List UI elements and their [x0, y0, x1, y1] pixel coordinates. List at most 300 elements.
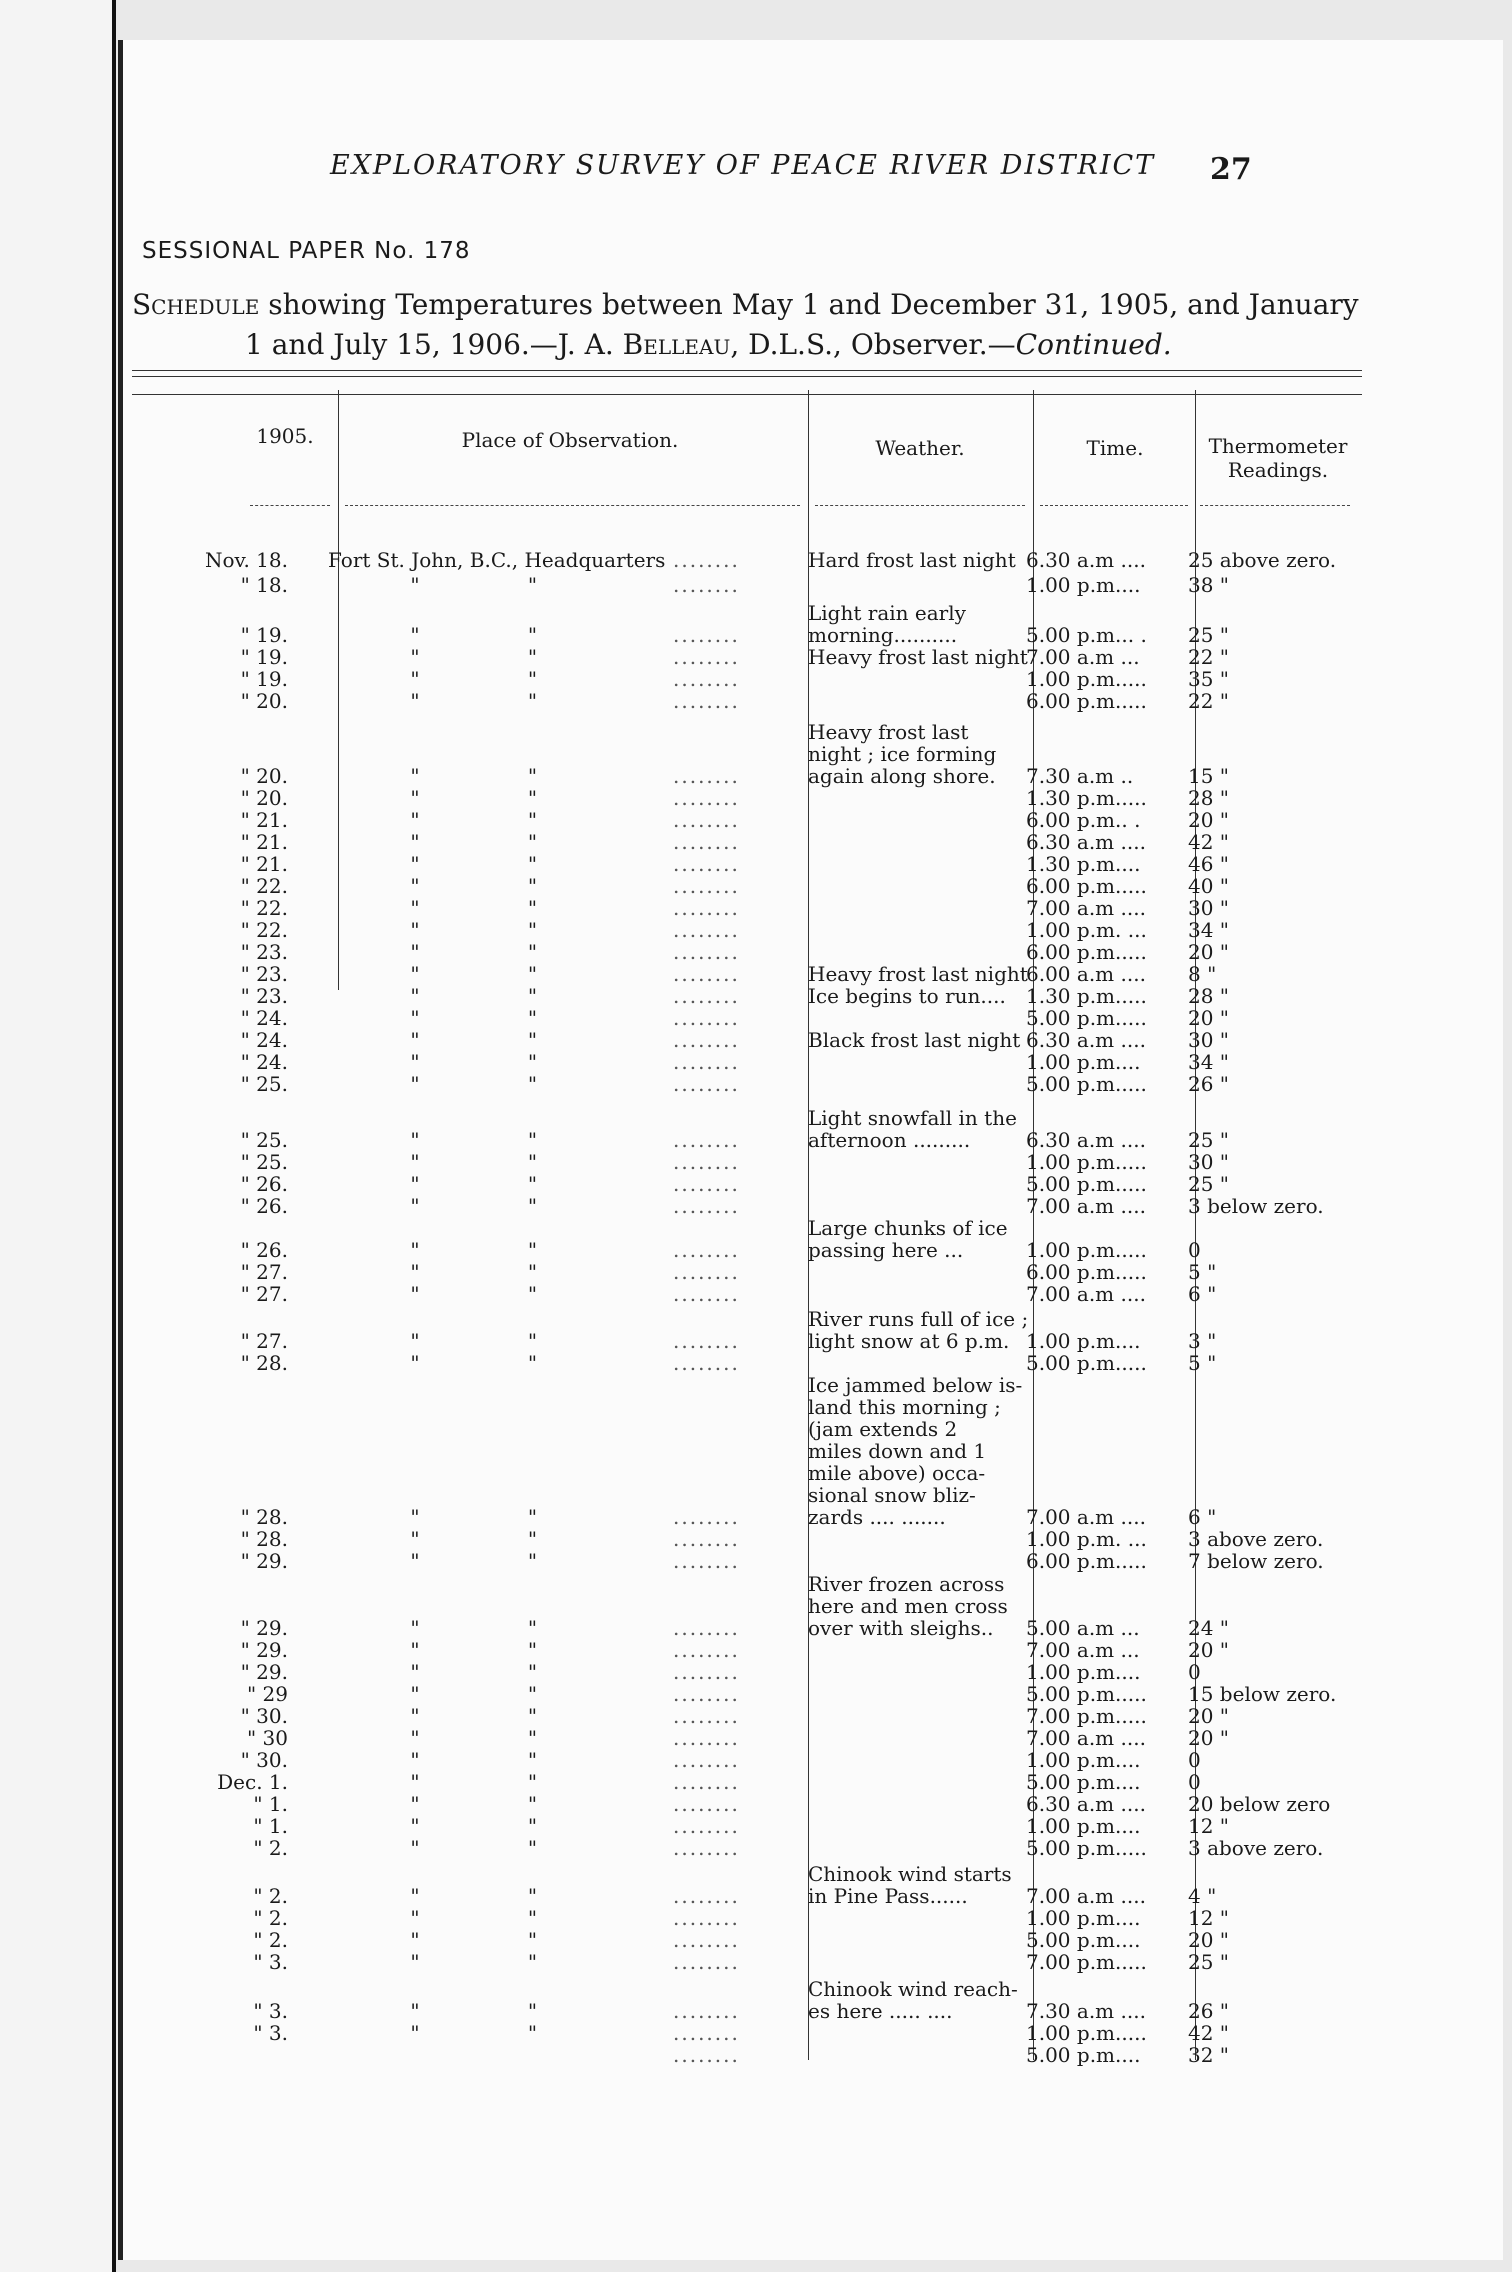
reading-cell: 12 ": [1188, 1814, 1230, 1838]
time-cell: 7.30 a.m ....: [1026, 1999, 1146, 2023]
date-cell: " 2.: [253, 1928, 288, 1952]
reading-cell: 34 ": [1188, 1050, 1230, 1074]
reading-cell: 5 ": [1188, 1260, 1217, 1284]
time-cell: 1.30 p.m.....: [1026, 786, 1147, 810]
leader-dots: ........: [673, 1906, 740, 1930]
time-cell: 5.00 p.m....: [1026, 1770, 1141, 1794]
reading-cell: 12 ": [1188, 1906, 1230, 1930]
place-ditto: ": [527, 918, 538, 942]
date-cell: " 3.: [253, 1950, 288, 1974]
place-ditto: ": [527, 1884, 538, 1908]
reading-cell: 42 ": [1188, 2021, 1230, 2045]
place-ditto: ": [410, 1505, 420, 1529]
date-cell: " 20.: [240, 689, 288, 713]
facing-page-edge: [0, 0, 116, 2272]
date-cell: " 23.: [240, 962, 288, 986]
reading-cell: 0: [1188, 1660, 1201, 1684]
place-ditto: ": [527, 874, 538, 898]
time-cell: 6.00 p.m.....: [1026, 1549, 1147, 1573]
place-ditto: ": [410, 1792, 420, 1816]
time-cell: 7.00 a.m ....: [1026, 896, 1146, 920]
weather-note-line: passing here ...: [808, 1238, 964, 1262]
place-ditto: ": [410, 623, 420, 647]
time-cell: 7.00 p.m.....: [1026, 1950, 1147, 1974]
place-ditto: ": [527, 1006, 538, 1030]
reading-cell: 30 ": [1188, 1150, 1230, 1174]
reading-cell: 42 ": [1188, 830, 1230, 854]
place-ditto: ": [410, 1726, 420, 1750]
place-ditto: ": [527, 1282, 538, 1306]
place-cell: Fort St. John, B.C., Headquarters: [328, 548, 666, 572]
reading-cell: 4 ": [1188, 1884, 1217, 1908]
date-cell: " 25.: [240, 1150, 288, 1174]
leader-dots: ........: [673, 573, 740, 597]
time-cell: 7.00 a.m ....: [1026, 1282, 1146, 1306]
place-ditto: ": [527, 573, 538, 597]
time-cell: 5.00 a.m ...: [1026, 1616, 1140, 1640]
place-ditto: ": [527, 1549, 538, 1573]
place-ditto: ": [527, 1999, 538, 2023]
place-ditto: ": [410, 1704, 420, 1728]
date-cell: " 29.: [240, 1616, 288, 1640]
place-ditto: ": [410, 667, 420, 691]
reading-cell: 5 ": [1188, 1351, 1217, 1375]
place-ditto: ": [410, 1748, 420, 1772]
time-cell: 1.00 p.m....: [1026, 1748, 1141, 1772]
place-ditto: ": [527, 1660, 538, 1684]
place-ditto: ": [527, 1906, 538, 1930]
time-cell: 7.00 a.m ...: [1026, 645, 1140, 669]
time-cell: 1.00 p.m.....: [1026, 1150, 1147, 1174]
date-cell: " 21.: [240, 830, 288, 854]
place-ditto: ": [527, 667, 538, 691]
date-cell: " 19.: [240, 645, 288, 669]
place-ditto: ": [410, 1260, 420, 1284]
reading-cell: 20 ": [1188, 808, 1230, 832]
reading-cell: 38 ": [1188, 573, 1230, 597]
reading-cell: 28 ": [1188, 984, 1230, 1008]
place-ditto: ": [527, 2021, 538, 2045]
place-ditto: ": [410, 1682, 420, 1706]
leader-dots: ........: [673, 874, 740, 898]
time-cell: 6.00 p.m.....: [1026, 689, 1147, 713]
place-ditto: ": [527, 786, 538, 810]
reading-cell: 25 ": [1188, 1172, 1230, 1196]
leader-dots: ........: [673, 548, 740, 572]
time-cell: 7.00 a.m ....: [1026, 1726, 1146, 1750]
place-ditto: ": [410, 573, 420, 597]
weather-note-line: Light snowfall in the: [808, 1106, 1017, 1130]
weather-note-line: Chinook wind reach-: [808, 1977, 1018, 2001]
place-ditto: ": [410, 830, 420, 854]
weather-cell: Heavy frost last night: [808, 645, 1028, 669]
date-cell: " 20.: [240, 786, 288, 810]
leader-dots: ........: [673, 984, 740, 1008]
header-underline-5: [1200, 505, 1350, 506]
weather-note-line: Large chunks of ice: [808, 1216, 1008, 1240]
column-header-weather: Weather.: [875, 436, 965, 460]
date-cell: " 29.: [240, 1660, 288, 1684]
time-cell: 1.00 p.m.....: [1026, 1238, 1147, 1262]
leader-dots: ........: [673, 667, 740, 691]
weather-note-line: in Pine Pass......: [808, 1884, 968, 1908]
weather-note-line: miles down and 1: [808, 1439, 987, 1463]
place-ditto: ": [527, 1527, 538, 1551]
date-cell: " 28.: [240, 1527, 288, 1551]
place-ditto: ": [410, 1282, 420, 1306]
reading-cell: 34 ": [1188, 918, 1230, 942]
leader-dots: ........: [673, 1351, 740, 1375]
leader-dots: ........: [673, 830, 740, 854]
place-ditto: ": [410, 984, 420, 1008]
time-cell: 1.00 p.m....: [1026, 573, 1141, 597]
date-cell: " 30.: [240, 1748, 288, 1772]
reading-cell: 22 ": [1188, 645, 1230, 669]
header-underline-1: [250, 505, 330, 506]
leader-dots: ........: [673, 764, 740, 788]
reading-cell: 32 ": [1188, 2043, 1230, 2067]
weather-note-line: Ice jammed below is-: [808, 1373, 1023, 1397]
top-rule-3: [132, 394, 1362, 395]
header-underline-3: [815, 505, 1025, 506]
time-cell: 6.30 a.m ....: [1026, 830, 1146, 854]
reading-cell: 0: [1188, 1238, 1201, 1262]
place-ditto: ": [410, 1616, 420, 1640]
place-ditto: ": [410, 962, 420, 986]
place-ditto: ": [527, 852, 538, 876]
reading-cell: 25 ": [1188, 623, 1230, 647]
top-rule-1: [132, 370, 1362, 371]
place-ditto: ": [410, 1770, 420, 1794]
place-ditto: ": [410, 1028, 420, 1052]
place-ditto: ": [410, 1906, 420, 1930]
place-ditto: ": [410, 1884, 420, 1908]
date-cell: " 27.: [240, 1329, 288, 1353]
date-cell: " 3.: [253, 1999, 288, 2023]
leader-dots: ........: [673, 1150, 740, 1174]
place-ditto: ": [527, 1616, 538, 1640]
place-ditto: ": [410, 1549, 420, 1573]
leader-dots: ........: [673, 1660, 740, 1684]
reading-cell: 25 ": [1188, 1950, 1230, 1974]
leader-dots: ........: [673, 1549, 740, 1573]
reading-cell: 25 ": [1188, 1128, 1230, 1152]
date-cell: " 28.: [240, 1351, 288, 1375]
column-header-place: Place of Observation.: [461, 428, 679, 452]
leader-dots: ........: [673, 896, 740, 920]
time-cell: 1.30 p.m.....: [1026, 984, 1147, 1008]
weather-note-line: Chinook wind starts: [808, 1862, 1012, 1886]
place-ditto: ": [527, 808, 538, 832]
place-ditto: ": [410, 1072, 420, 1096]
place-ditto: ": [410, 808, 420, 832]
time-cell: 5.00 p.m.....: [1026, 1006, 1147, 1030]
weather-cell: Black frost last night: [808, 1028, 1021, 1052]
leader-dots: ........: [673, 962, 740, 986]
leader-dots: ........: [673, 918, 740, 942]
time-cell: 1.00 p.m.....: [1026, 667, 1147, 691]
place-ditto: ": [410, 896, 420, 920]
time-cell: 1.00 p.m....: [1026, 1906, 1141, 1930]
time-cell: 6.30 a.m ....: [1026, 1028, 1146, 1052]
reading-cell: 20 ": [1188, 1006, 1230, 1030]
date-cell: " 2.: [253, 1836, 288, 1860]
leader-dots: ........: [673, 1172, 740, 1196]
time-cell: 6.00 p.m.....: [1026, 1260, 1147, 1284]
place-ditto: ": [527, 1748, 538, 1772]
reading-cell: 15 ": [1188, 764, 1230, 788]
time-cell: 1.00 p.m. ...: [1026, 1527, 1147, 1551]
weather-note-line: light snow at 6 p.m.: [808, 1329, 1010, 1353]
reading-cell: 15 below zero.: [1188, 1682, 1337, 1706]
time-cell: 7.00 a.m ....: [1026, 1505, 1146, 1529]
leader-dots: ........: [673, 1704, 740, 1728]
date-cell: " 29: [246, 1682, 288, 1706]
place-ditto: ": [410, 918, 420, 942]
place-ditto: ": [410, 1928, 420, 1952]
date-cell: " 18.: [240, 573, 288, 597]
weather-note-line: here and men cross: [808, 1594, 1008, 1618]
reading-cell: 0: [1188, 1770, 1201, 1794]
place-ditto: ": [527, 1505, 538, 1529]
reading-cell: 8 ": [1188, 962, 1217, 986]
date-cell: " 22.: [240, 918, 288, 942]
time-cell: 1.00 p.m. ...: [1026, 918, 1147, 942]
header-underline-2: [345, 505, 800, 506]
leader-dots: ........: [673, 1682, 740, 1706]
date-cell: " 23.: [240, 940, 288, 964]
time-cell: 6.00 p.m.....: [1026, 874, 1147, 898]
place-ditto: ": [527, 1836, 538, 1860]
time-cell: 7.00 a.m ....: [1026, 1884, 1146, 1908]
reading-cell: 28 ": [1188, 786, 1230, 810]
place-ditto: ": [410, 1194, 420, 1218]
weather-note-line: (jam extends 2: [808, 1417, 958, 1441]
date-cell: " 21.: [240, 852, 288, 876]
reading-cell: 3 above zero.: [1188, 1836, 1324, 1860]
date-cell: " 27.: [240, 1282, 288, 1306]
date-cell: " 3.: [253, 2021, 288, 2045]
schedule-title-text-3: , D.L.S., Observer.—: [730, 328, 1016, 361]
date-cell: " 29.: [240, 1638, 288, 1662]
date-cell: " 19.: [240, 667, 288, 691]
schedule-word: Schedule: [132, 288, 260, 321]
date-cell: " 26.: [240, 1172, 288, 1196]
reading-cell: 35 ": [1188, 667, 1230, 691]
weather-note-line: morning..........: [808, 623, 958, 647]
place-ditto: ": [410, 1238, 420, 1262]
time-cell: 5.00 p.m.....: [1026, 1836, 1147, 1860]
place-ditto: ": [410, 1950, 420, 1974]
time-cell: 7.00 a.m ...: [1026, 1638, 1140, 1662]
leader-dots: ........: [673, 808, 740, 832]
leader-dots: ........: [673, 689, 740, 713]
leader-dots: ........: [673, 1638, 740, 1662]
place-ditto: ": [527, 1792, 538, 1816]
date-cell: " 30: [246, 1726, 288, 1750]
leader-dots: ........: [673, 1726, 740, 1750]
continued-label: Continued.: [1015, 328, 1172, 361]
place-ditto: ": [527, 764, 538, 788]
reading-cell: 26 ": [1188, 1072, 1230, 1096]
leader-dots: ........: [673, 852, 740, 876]
reading-cell: 3 above zero.: [1188, 1527, 1324, 1551]
schedule-title-line-2: [245, 328, 1172, 361]
reading-cell: 26 ": [1188, 1999, 1230, 2023]
place-ditto: ": [527, 1050, 538, 1074]
place-ditto: ": [527, 1770, 538, 1794]
time-cell: 6.00 p.m.....: [1026, 940, 1147, 964]
leader-dots: ........: [673, 1616, 740, 1640]
time-cell: 1.00 p.m....: [1026, 1660, 1141, 1684]
time-cell: 7.30 a.m ..: [1026, 764, 1134, 788]
time-cell: 5.00 p.m.....: [1026, 1351, 1147, 1375]
place-ditto: ": [527, 1351, 538, 1375]
date-cell: Dec. 1.: [217, 1770, 288, 1794]
date-cell: " 19.: [240, 623, 288, 647]
reading-cell: 40 ": [1188, 874, 1230, 898]
place-ditto: ": [410, 852, 420, 876]
place-ditto: ": [527, 689, 538, 713]
place-ditto: ": [527, 623, 538, 647]
place-ditto: ": [527, 1928, 538, 1952]
place-ditto: ": [527, 1072, 538, 1096]
place-ditto: ": [527, 1814, 538, 1838]
weather-note-line: over with sleighs..: [808, 1616, 994, 1640]
weather-note-line: River frozen across: [808, 1572, 1005, 1596]
place-ditto: ": [527, 645, 538, 669]
time-cell: 5.00 p.m....: [1026, 2043, 1141, 2067]
date-cell: " 24.: [240, 1006, 288, 1030]
leader-dots: ........: [673, 786, 740, 810]
place-ditto: ": [410, 1660, 420, 1684]
schedule-title-text-1: showing Temperatures between May 1 and December 31, 1905, and January: [268, 288, 1359, 321]
place-ditto: ": [410, 1329, 420, 1353]
date-cell: " 27.: [240, 1260, 288, 1284]
time-cell: 6.30 a.m ....: [1026, 1792, 1146, 1816]
place-ditto: ": [410, 2021, 420, 2045]
place-ditto: ": [527, 1028, 538, 1052]
reading-cell: 20 ": [1188, 1928, 1230, 1952]
place-ditto: ": [410, 764, 420, 788]
schedule-title-text-2: 1 and July 15, 1906.—J. A.: [245, 328, 623, 361]
date-cell: " 22.: [240, 874, 288, 898]
reading-cell: 24 ": [1188, 1616, 1230, 1640]
weather-note-line: sional snow bliz-: [808, 1483, 976, 1507]
reading-cell: 20 ": [1188, 940, 1230, 964]
place-ditto: ": [527, 1238, 538, 1262]
weather-note-line: Heavy frost last: [808, 720, 969, 744]
place-ditto: ": [527, 1194, 538, 1218]
weather-note-line: River runs full of ice ;: [808, 1307, 1029, 1331]
place-ditto: ": [527, 830, 538, 854]
weather-note-line: es here ..... ....: [808, 1999, 953, 2023]
place-ditto: ": [527, 1726, 538, 1750]
reading-cell: 20 ": [1188, 1638, 1230, 1662]
date-cell: " 20.: [240, 764, 288, 788]
place-ditto: ": [527, 1128, 538, 1152]
reading-cell: 7 below zero.: [1188, 1549, 1324, 1573]
time-cell: 6.30 a.m ....: [1026, 548, 1146, 572]
place-ditto: ": [410, 940, 420, 964]
leader-dots: ........: [673, 645, 740, 669]
date-cell: " 29.: [240, 1549, 288, 1573]
weather-note-line: mile above) occa-: [808, 1461, 986, 1485]
leader-dots: ........: [673, 1260, 740, 1284]
place-ditto: ": [410, 1814, 420, 1838]
place-ditto: ": [410, 1999, 420, 2023]
leader-dots: ........: [673, 1770, 740, 1794]
date-cell: " 25.: [240, 1128, 288, 1152]
leader-dots: ........: [673, 940, 740, 964]
leader-dots: ........: [673, 1050, 740, 1074]
weather-cell: Hard frost last night: [808, 548, 1016, 572]
weather-note-line: night ; ice forming: [808, 742, 997, 766]
date-cell: " 24.: [240, 1050, 288, 1074]
time-cell: 6.30 a.m ....: [1026, 1128, 1146, 1152]
weather-note-line: again along shore.: [808, 764, 996, 788]
reading-cell: 20 ": [1188, 1704, 1230, 1728]
leader-dots: ........: [673, 1999, 740, 2023]
place-ditto: ": [410, 1638, 420, 1662]
date-cell: " 30.: [240, 1704, 288, 1728]
reading-cell: 22 ": [1188, 689, 1230, 713]
reading-cell: 20 below zero: [1188, 1792, 1331, 1816]
place-ditto: ": [410, 874, 420, 898]
reading-cell: 0: [1188, 1748, 1201, 1772]
leader-dots: ........: [673, 2021, 740, 2045]
leader-dots: ........: [673, 623, 740, 647]
time-cell: 7.00 a.m ....: [1026, 1194, 1146, 1218]
reading-cell: 6 ": [1188, 1505, 1217, 1529]
place-ditto: ": [410, 786, 420, 810]
place-ditto: ": [410, 1150, 420, 1174]
time-cell: 5.00 p.m... .: [1026, 623, 1147, 647]
date-cell: " 26.: [240, 1238, 288, 1262]
date-cell: " 2.: [253, 1906, 288, 1930]
place-ditto: ": [527, 940, 538, 964]
leader-dots: ........: [673, 1128, 740, 1152]
place-ditto: ": [527, 1260, 538, 1284]
place-ditto: ": [527, 1682, 538, 1706]
column-header-year: 1905.: [256, 424, 314, 448]
leader-dots: ........: [673, 2043, 740, 2067]
place-ditto: ": [410, 1128, 420, 1152]
date-cell: " 28.: [240, 1505, 288, 1529]
place-ditto: ": [527, 896, 538, 920]
leader-dots: ........: [673, 1329, 740, 1353]
column-header-time: Time.: [1086, 436, 1144, 460]
date-cell: " 23.: [240, 984, 288, 1008]
leader-dots: ........: [673, 1238, 740, 1262]
leader-dots: ........: [673, 1505, 740, 1529]
time-cell: 1.00 p.m.....: [1026, 2021, 1147, 2045]
reading-cell: 3 ": [1188, 1329, 1217, 1353]
leader-dots: ........: [673, 1748, 740, 1772]
place-ditto: ": [410, 1836, 420, 1860]
time-cell: 1.00 p.m....: [1026, 1050, 1141, 1074]
place-ditto: ": [527, 1172, 538, 1196]
date-cell: " 21.: [240, 808, 288, 832]
leader-dots: ........: [673, 1928, 740, 1952]
place-ditto: ": [527, 984, 538, 1008]
leader-dots: ........: [673, 1950, 740, 1974]
leader-dots: ........: [673, 1194, 740, 1218]
leader-dots: ........: [673, 1028, 740, 1052]
date-cell: " 26.: [240, 1194, 288, 1218]
date-cell: " 22.: [240, 896, 288, 920]
place-ditto: ": [410, 1006, 420, 1030]
